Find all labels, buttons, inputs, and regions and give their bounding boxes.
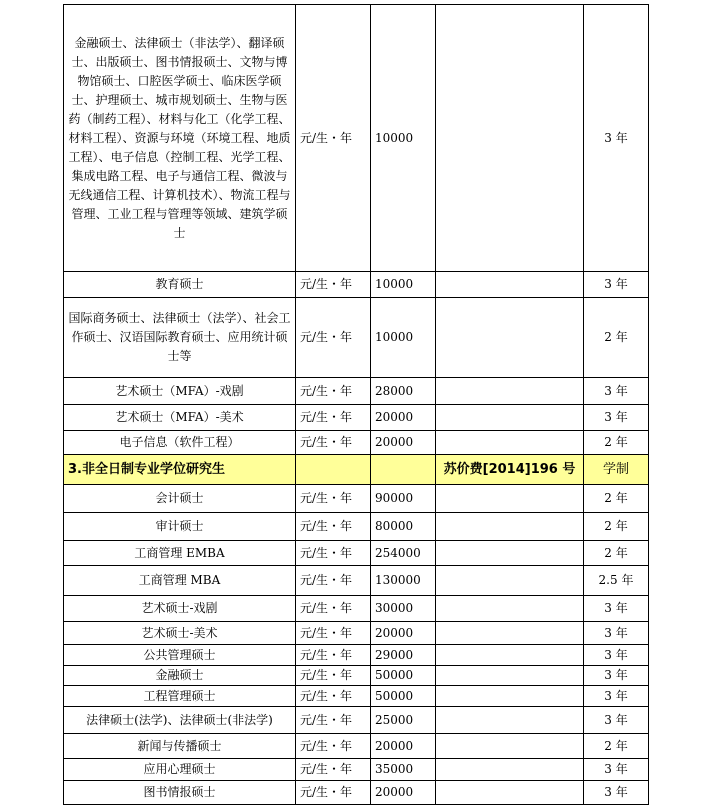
fee-unit: 元/生・年 [296,596,371,622]
pricing-document [436,405,584,431]
pricing-document [436,666,584,686]
study-duration: 3 年 [584,378,649,405]
program-name: 艺术硕士（MFA）-戏剧 [64,378,296,405]
section-empty-cell [371,455,436,485]
pricing-document [436,645,584,666]
program-name: 艺术硕士（MFA）-美术 [64,405,296,431]
fee-unit: 元/生・年 [296,666,371,686]
pricing-document [436,734,584,759]
fee-amount: 20000 [371,734,436,759]
pricing-document [436,431,584,455]
pricing-document [436,566,584,596]
program-name: 电子信息（软件工程） [64,431,296,455]
pricing-document [436,781,584,805]
fee-unit: 元/生・年 [296,707,371,734]
fee-unit: 元/生・年 [296,272,371,298]
program-name: 法律硕士(法学)、法律硕士(非法学) [64,707,296,734]
program-name: 金融硕士、法律硕士（非法学）、翻译硕士、出版硕士、图书情报硕士、文物与博物馆硕士、口腔医学硕士、临床医学硕士、护理硕士、城市规划硕士、生物与医药（制药工程）、材料与化工（化学工程、材料工程）、资源与环境（环境工程、地质工程）、电子信息（控制工程、光学工程、集成电路工程、电子与通信工程、微波与无线通信工程、计算机技术）、物流工程与管理、工业工程与管理等领域、建筑学硕士 [64,5,296,272]
study-duration: 2.5 年 [584,566,649,596]
program-name: 国际商务硕士、法律硕士（法学）、社会工作硕士、汉语国际教育硕士、应用统计硕士等 [64,298,296,378]
program-name: 工程管理硕士 [64,686,296,707]
program-name: 审计硕士 [64,513,296,541]
table-row [64,272,649,298]
table-row [64,596,649,622]
program-name: 艺术硕士-美术 [64,622,296,645]
pricing-document [436,759,584,781]
pricing-document [436,596,584,622]
table-row [64,298,649,378]
pricing-document [436,298,584,378]
study-duration: 3 年 [584,686,649,707]
fee-amount: 50000 [371,686,436,707]
fee-amount: 10000 [371,272,436,298]
table-row [64,541,649,566]
program-name: 公共管理硕士 [64,645,296,666]
fee-amount: 20000 [371,405,436,431]
table-row [64,622,649,645]
study-duration: 3 年 [584,645,649,666]
program-name: 金融硕士 [64,666,296,686]
pricing-document [436,541,584,566]
tuition-fee-table [63,4,649,805]
table-row [64,485,649,513]
fee-unit: 元/生・年 [296,566,371,596]
fee-amount: 50000 [371,666,436,686]
study-duration: 3 年 [584,272,649,298]
fee-amount: 20000 [371,431,436,455]
study-duration: 2 年 [584,298,649,378]
study-duration: 3 年 [584,707,649,734]
fee-amount: 25000 [371,707,436,734]
program-name: 工商管理 MBA [64,566,296,596]
fee-unit: 元/生・年 [296,431,371,455]
program-name: 教育硕士 [64,272,296,298]
fee-amount: 254000 [371,541,436,566]
study-duration: 2 年 [584,485,649,513]
study-duration: 3 年 [584,596,649,622]
fee-amount: 20000 [371,622,436,645]
fee-unit: 元/生・年 [296,734,371,759]
fee-unit: 元/生・年 [296,645,371,666]
pricing-document [436,5,584,272]
table-row [64,759,649,781]
table-row [64,513,649,541]
fee-amount: 10000 [371,298,436,378]
study-duration: 2 年 [584,431,649,455]
table-row [64,686,649,707]
fee-amount: 130000 [371,566,436,596]
program-name: 新闻与传播硕士 [64,734,296,759]
study-duration: 3 年 [584,5,649,272]
fee-unit: 元/生・年 [296,378,371,405]
program-name: 工商管理 EMBA [64,541,296,566]
pricing-document [436,272,584,298]
fee-amount: 30000 [371,596,436,622]
pricing-document [436,378,584,405]
fee-unit: 元/生・年 [296,686,371,707]
table-row [64,405,649,431]
fee-unit: 元/生・年 [296,513,371,541]
fee-unit: 元/生・年 [296,622,371,645]
fee-unit: 元/生・年 [296,405,371,431]
pricing-document [436,485,584,513]
study-duration: 3 年 [584,759,649,781]
fee-unit: 元/生・年 [296,759,371,781]
section-title: 3.非全日制专业学位研究生 [64,455,296,485]
study-duration: 3 年 [584,666,649,686]
pricing-document [436,513,584,541]
fee-amount: 28000 [371,378,436,405]
fee-amount: 80000 [371,513,436,541]
table-row [64,707,649,734]
table-row [64,666,649,686]
fee-unit: 元/生・年 [296,781,371,805]
section-header-row [64,455,649,485]
fee-amount: 90000 [371,485,436,513]
table-row [64,645,649,666]
program-name: 应用心理硕士 [64,759,296,781]
table-row [64,734,649,759]
fee-unit: 元/生・年 [296,485,371,513]
fee-amount: 20000 [371,781,436,805]
section-pricing-document: 苏价费[2014]196 号 [436,455,584,485]
study-duration: 2 年 [584,513,649,541]
fee-unit: 元/生・年 [296,5,371,272]
study-duration: 2 年 [584,734,649,759]
fee-amount: 35000 [371,759,436,781]
pricing-document [436,707,584,734]
fee-unit: 元/生・年 [296,541,371,566]
table-row [64,781,649,805]
fee-amount: 10000 [371,5,436,272]
study-duration: 3 年 [584,781,649,805]
program-name: 图书情报硕士 [64,781,296,805]
section-term-header: 学制 [584,455,649,485]
pricing-document [436,686,584,707]
program-name: 艺术硕士-戏剧 [64,596,296,622]
study-duration: 3 年 [584,622,649,645]
table-row [64,566,649,596]
section-empty-cell [296,455,371,485]
table-row [64,431,649,455]
table-row [64,378,649,405]
fee-unit: 元/生・年 [296,298,371,378]
pricing-document [436,622,584,645]
table-row [64,5,649,272]
study-duration: 3 年 [584,405,649,431]
study-duration: 2 年 [584,541,649,566]
fee-amount: 29000 [371,645,436,666]
program-name: 会计硕士 [64,485,296,513]
